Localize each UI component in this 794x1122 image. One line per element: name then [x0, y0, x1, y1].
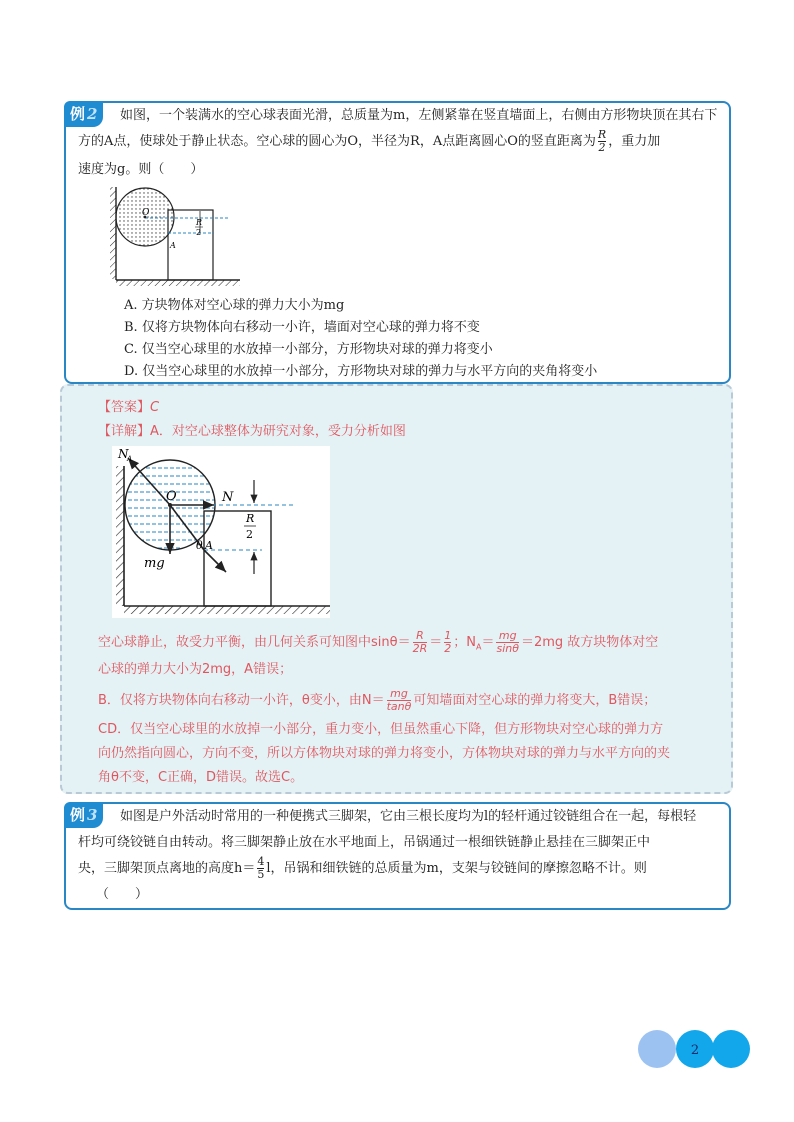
- label-theta: θ: [196, 539, 203, 552]
- mg-over-tan: [387, 688, 412, 713]
- detail-intro: A．对空心球整体为研究对象，受力分析如图: [150, 424, 406, 439]
- line-2-tail: ，重力加: [608, 134, 661, 149]
- example-number: 2: [87, 105, 98, 123]
- label-2: 2: [196, 228, 202, 237]
- line-3a: 央，三脚架顶点离地的高度h＝: [78, 861, 256, 876]
- sphere-on-block-figure: [102, 183, 242, 287]
- example-2-line-3: 速度为g。则（ ）: [78, 162, 204, 177]
- f1-num: R: [416, 629, 424, 642]
- page-badge-svg: [637, 1029, 753, 1069]
- example-2-box: [64, 101, 731, 384]
- r-over-2-fraction: [598, 129, 606, 154]
- example-label: 例: [70, 105, 86, 123]
- f3-den: sinθ: [496, 642, 519, 655]
- label-two: 2: [246, 528, 253, 541]
- answer-label: 【答案】: [98, 400, 151, 415]
- f2-den: 2: [444, 642, 452, 655]
- mg-over-sin: [496, 630, 519, 655]
- label-na: N: [118, 447, 129, 461]
- ground-hatch: [116, 280, 240, 286]
- answer-value: C: [150, 400, 160, 415]
- detail-paragraph-1-line-2: 心球的弹力大小为2mg，A错误；: [98, 662, 293, 677]
- example-3-line-2: 杆均可绕铰链自由转动。将三脚架静止放在水平地面上，吊锅通过一根细铁链静止悬挂在三脚架正中: [78, 835, 651, 850]
- p1b: ；N: [453, 635, 476, 650]
- one-half: [444, 630, 451, 655]
- p1a: 空心球静止，故受力平衡，由几何关系可知图中sinθ＝: [98, 635, 411, 650]
- f3-num: mg: [498, 629, 517, 642]
- p2b: 可知墙面对空心球的弹力将变大，B错误；: [413, 693, 657, 708]
- f-num: mg: [390, 687, 408, 700]
- label-o: O: [142, 208, 150, 218]
- detail-paragraph-3-line-1: CD．仅当空心球里的水放掉一小部分，重力变小，但虽然重心下降，但方形物块对空心球的弹力方: [98, 722, 664, 737]
- p1c: ＝: [481, 635, 495, 650]
- label-a: A: [205, 539, 213, 552]
- p1d: ＝2mg 故方块物体对空: [520, 635, 659, 650]
- example-2-line-2: [78, 129, 660, 155]
- detail-paragraph-3-line-2: 向仍然指向圆心，方向不变，所以方体物块对球的弹力将变小，方体物块对球的弹力与水平方向的夹: [98, 746, 671, 761]
- answer-line: [98, 396, 159, 420]
- badge-circle-light: [638, 1030, 676, 1068]
- example-label: 例: [70, 806, 86, 824]
- example-3-line-3: [78, 856, 647, 882]
- answer-panel: [60, 384, 733, 794]
- ground-hatch: [124, 606, 330, 614]
- example-number: 3: [87, 806, 98, 824]
- force-diagram: [112, 446, 330, 618]
- p2a: B．仅将方块物体向右移动一小许，θ变小，由N＝: [98, 693, 385, 708]
- page-number-badge: [637, 1029, 753, 1073]
- option-c[interactable]: C. 仅当空心球里的水放掉一小部分，方形物块对球的弹力将变小: [124, 342, 493, 357]
- option-d[interactable]: D. 仅当空心球里的水放掉一小部分，方形物块对球的弹力与水平方向的夹角将变小: [124, 364, 598, 379]
- label-mg: mg: [144, 556, 165, 571]
- p1-eq: ＝: [429, 635, 443, 650]
- detail-label: 【详解】: [98, 424, 151, 439]
- option-b[interactable]: B. 仅将方块物体向右移动一小许，墙面对空心球的弹力将不变: [124, 320, 480, 335]
- example-2-line-1: 如图，一个装满水的空心球表面光滑，总质量为m，左侧紧靠在竖直墙面上，右侧由方形物块顶在其右下: [120, 108, 718, 123]
- frac-den: 5: [257, 868, 265, 881]
- wall-hatch: [110, 187, 116, 279]
- badge-circle-dark: [712, 1030, 750, 1068]
- square-block: [204, 511, 271, 606]
- f2-num: 1: [444, 629, 452, 642]
- detail-line: [98, 420, 406, 444]
- label-na-sub: A: [127, 455, 133, 463]
- label-a: A: [170, 241, 176, 250]
- frac-den: 2: [598, 141, 606, 154]
- example-3-tag: [64, 802, 103, 828]
- wall-hatch: [116, 466, 124, 606]
- line-2-text: 方的A点，使球处于静止状态。空心球的圆心为O，半径为R，A点距离圆心O的竖直距离为: [78, 134, 596, 149]
- example-3-box: [64, 802, 731, 910]
- option-a[interactable]: A. 方块物体对空心球的弹力大小为mg: [124, 298, 345, 313]
- detail-paragraph-3-line-3: 角θ不变，C正确，D错误。故选C。: [98, 770, 304, 785]
- force-diagram-svg: [112, 446, 330, 618]
- frac-num: R: [597, 128, 607, 141]
- frac-num: 4: [257, 855, 265, 868]
- f1-den: 2R: [412, 642, 428, 655]
- page-number: 2: [690, 1043, 700, 1058]
- example-3-line-4: （ ）: [96, 887, 149, 902]
- four-fifths: [257, 856, 264, 881]
- example-3-line-1: 如图是户外活动时常用的一种便携式三脚架，它由三根长度均为l的轻杆通过铰链组合在一起，每根轻: [120, 809, 697, 824]
- p1b-sub: A: [475, 642, 482, 652]
- a-force-arrow: [204, 550, 226, 572]
- detail-paragraph-2: [98, 686, 656, 716]
- label-r: R: [246, 512, 255, 525]
- example-2-tag: [64, 101, 103, 127]
- label-o: O: [166, 489, 177, 504]
- f-den: tanθ: [386, 700, 412, 713]
- label-r: R: [196, 218, 203, 227]
- line-3b: l，吊锅和细铁链的总质量为m，支架与铰链间的摩擦忽略不计。则: [266, 861, 647, 876]
- r-over-2r: [413, 630, 428, 655]
- label-n: N: [222, 490, 234, 505]
